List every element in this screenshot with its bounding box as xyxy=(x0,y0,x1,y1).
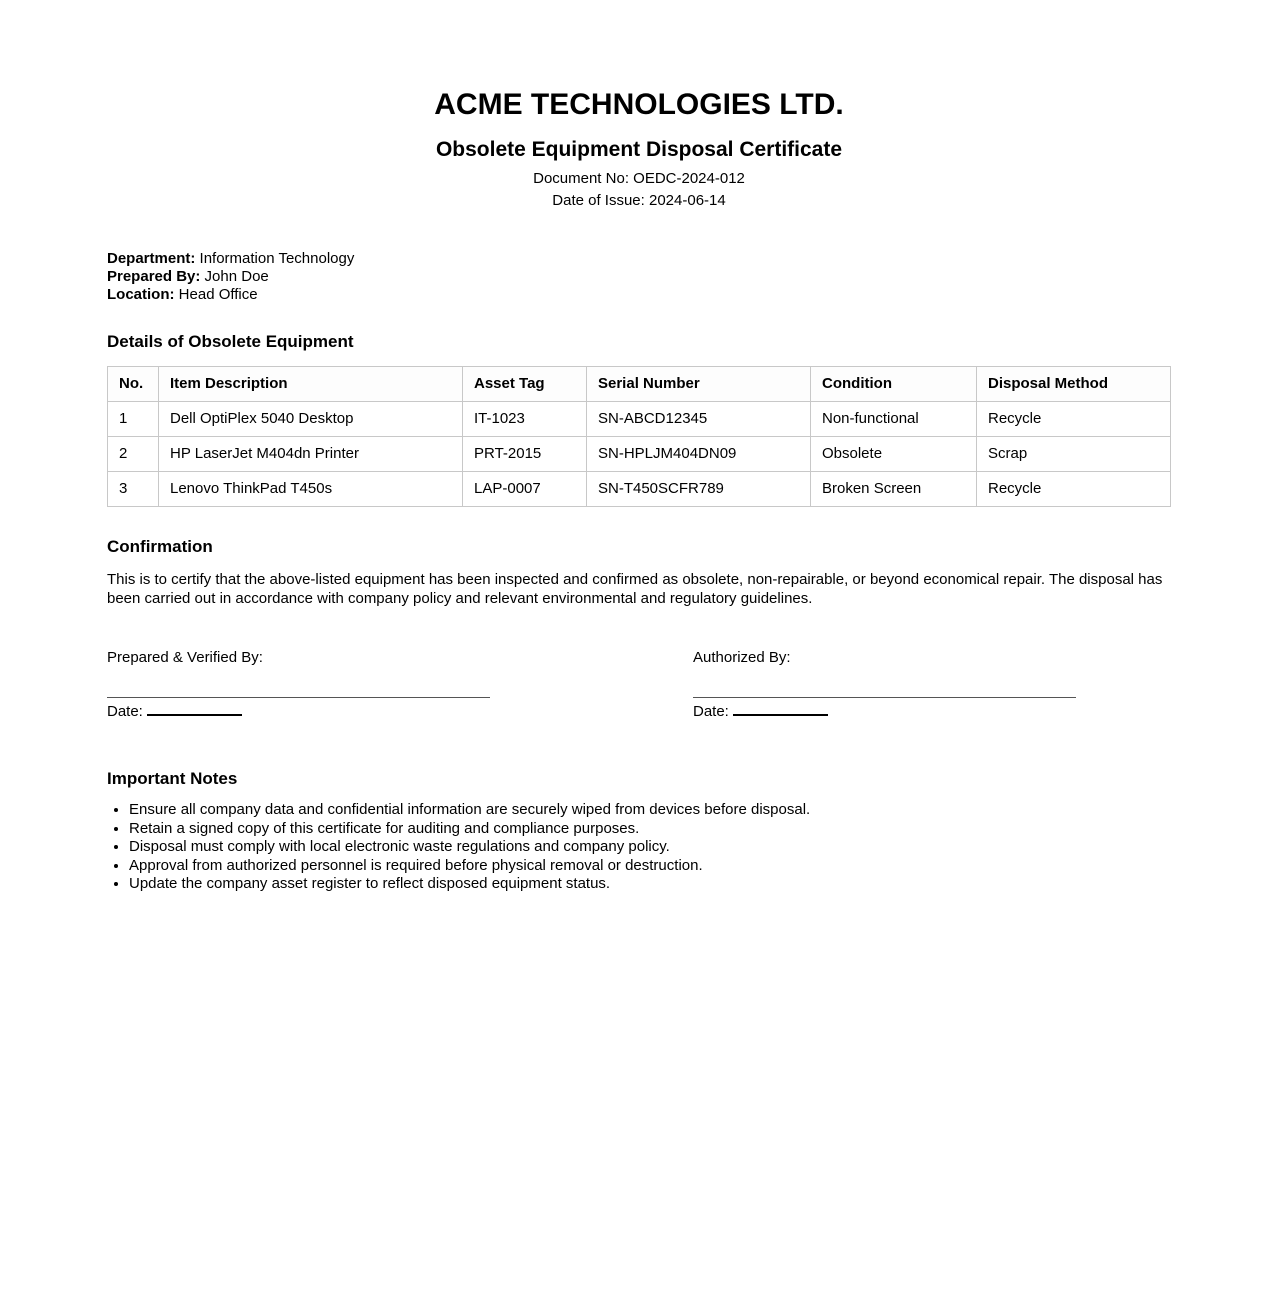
prepared-date-line xyxy=(107,703,693,721)
cell-condition: Non-functional xyxy=(811,401,977,436)
cell-serial-number: SN-ABCD12345 xyxy=(587,401,811,436)
date-of-issue-label: Date of Issue: xyxy=(552,192,645,210)
info-block xyxy=(107,250,1171,304)
cell-asset-tag: IT-1023 xyxy=(463,401,587,436)
equipment-section-title: Details of Obsolete Equipment xyxy=(107,332,354,352)
note-item: • Disposal must comply with local electronic waste regulations and company policy. xyxy=(129,838,1171,857)
authorized-signature-line xyxy=(693,667,1076,698)
column-header-no: No. xyxy=(108,366,159,401)
authorized-date-blank xyxy=(733,703,828,716)
document-number-value: OEDC-2024-012 xyxy=(633,170,745,188)
cell-disposal-method: Recycle xyxy=(977,401,1171,436)
column-header-serial-number: Serial Number xyxy=(587,366,811,401)
table-header-row xyxy=(108,366,1171,401)
prepared-signature-block xyxy=(107,649,693,721)
note-item: • Ensure all company data and confidential information are securely wiped from devices before disposal. xyxy=(129,801,1171,820)
cell-asset-tag: LAP-0007 xyxy=(463,471,587,506)
document-title: Obsolete Equipment Disposal Certificate xyxy=(435,138,843,161)
signature-section xyxy=(107,649,1171,721)
prepared-date-label: Date: xyxy=(107,702,143,720)
cell-item-description: HP LaserJet M404dn Printer xyxy=(159,436,463,471)
authorized-date-line xyxy=(693,703,1171,721)
table-row xyxy=(108,471,1171,506)
prepared-date-blank xyxy=(147,703,242,716)
location-line xyxy=(107,286,1171,304)
column-header-condition: Condition xyxy=(811,366,977,401)
document-number-line xyxy=(107,168,1171,190)
notes-title: Important Notes xyxy=(107,768,238,788)
cell-item-description: Lenovo ThinkPad T450s xyxy=(159,471,463,506)
authorized-date-label: Date: xyxy=(693,702,729,720)
equipment-table xyxy=(107,366,1171,507)
column-header-disposal-method: Disposal Method xyxy=(977,366,1171,401)
document-number-label: Document No: xyxy=(533,170,629,188)
note-item: • Retain a signed copy of this certificate for auditing and compliance purposes. xyxy=(129,820,1171,839)
department-label: Department: xyxy=(107,250,196,268)
note-item: • Update the company asset register to reflect disposed equipment status. xyxy=(129,875,1171,894)
table-row xyxy=(108,436,1171,471)
location-value: Head Office xyxy=(178,286,258,304)
confirmation-title: Confirmation xyxy=(107,536,213,556)
prepared-by-label: Prepared By: xyxy=(107,268,201,286)
cell-item-description: Dell OptiPlex 5040 Desktop xyxy=(159,401,463,436)
prepared-by-value: John Doe xyxy=(204,268,269,286)
department-value: Information Technology xyxy=(199,250,355,268)
prepared-signature-line xyxy=(107,667,490,698)
cell-condition: Obsolete xyxy=(811,436,977,471)
location-label: Location: xyxy=(107,286,175,304)
date-of-issue-line xyxy=(107,190,1171,212)
cell-disposal-method: Recycle xyxy=(977,471,1171,506)
cell-serial-number: SN-T450SCFR789 xyxy=(587,471,811,506)
notes-list xyxy=(107,801,1171,894)
cell-asset-tag: PRT-2015 xyxy=(463,436,587,471)
table-row xyxy=(108,401,1171,436)
cell-condition: Broken Screen xyxy=(811,471,977,506)
company-name: ACME TECHNOLOGIES LTD. xyxy=(434,88,844,121)
prepared-by-line xyxy=(107,268,1171,286)
document-meta xyxy=(107,168,1171,212)
note-item: • Approval from authorized personnel is required before physical removal or destruction. xyxy=(129,857,1171,876)
cell-no: 2 xyxy=(108,436,159,471)
prepared-signature-label: Prepared & Verified By: xyxy=(107,648,263,666)
cell-no: 3 xyxy=(108,471,159,506)
column-header-item-description: Item Description xyxy=(159,366,463,401)
authorized-signature-block xyxy=(693,649,1171,721)
column-header-asset-tag: Asset Tag xyxy=(463,366,587,401)
cell-no: 1 xyxy=(108,401,159,436)
cell-serial-number: SN-HPLJM404DN09 xyxy=(587,436,811,471)
date-of-issue-value: 2024-06-14 xyxy=(649,192,726,210)
authorized-signature-label: Authorized By: xyxy=(693,648,791,666)
department-line xyxy=(107,250,1171,268)
cell-disposal-method: Scrap xyxy=(977,436,1171,471)
confirmation-text: This is to certify that the above-listed equipment has been inspected and confirmed as obsolete, non-repairable, or beyond economical repair. The disposal has been carried out in accordance with company policy and relevant environmental and regulatory guidelines. xyxy=(107,570,1163,607)
document-header xyxy=(107,87,1171,212)
